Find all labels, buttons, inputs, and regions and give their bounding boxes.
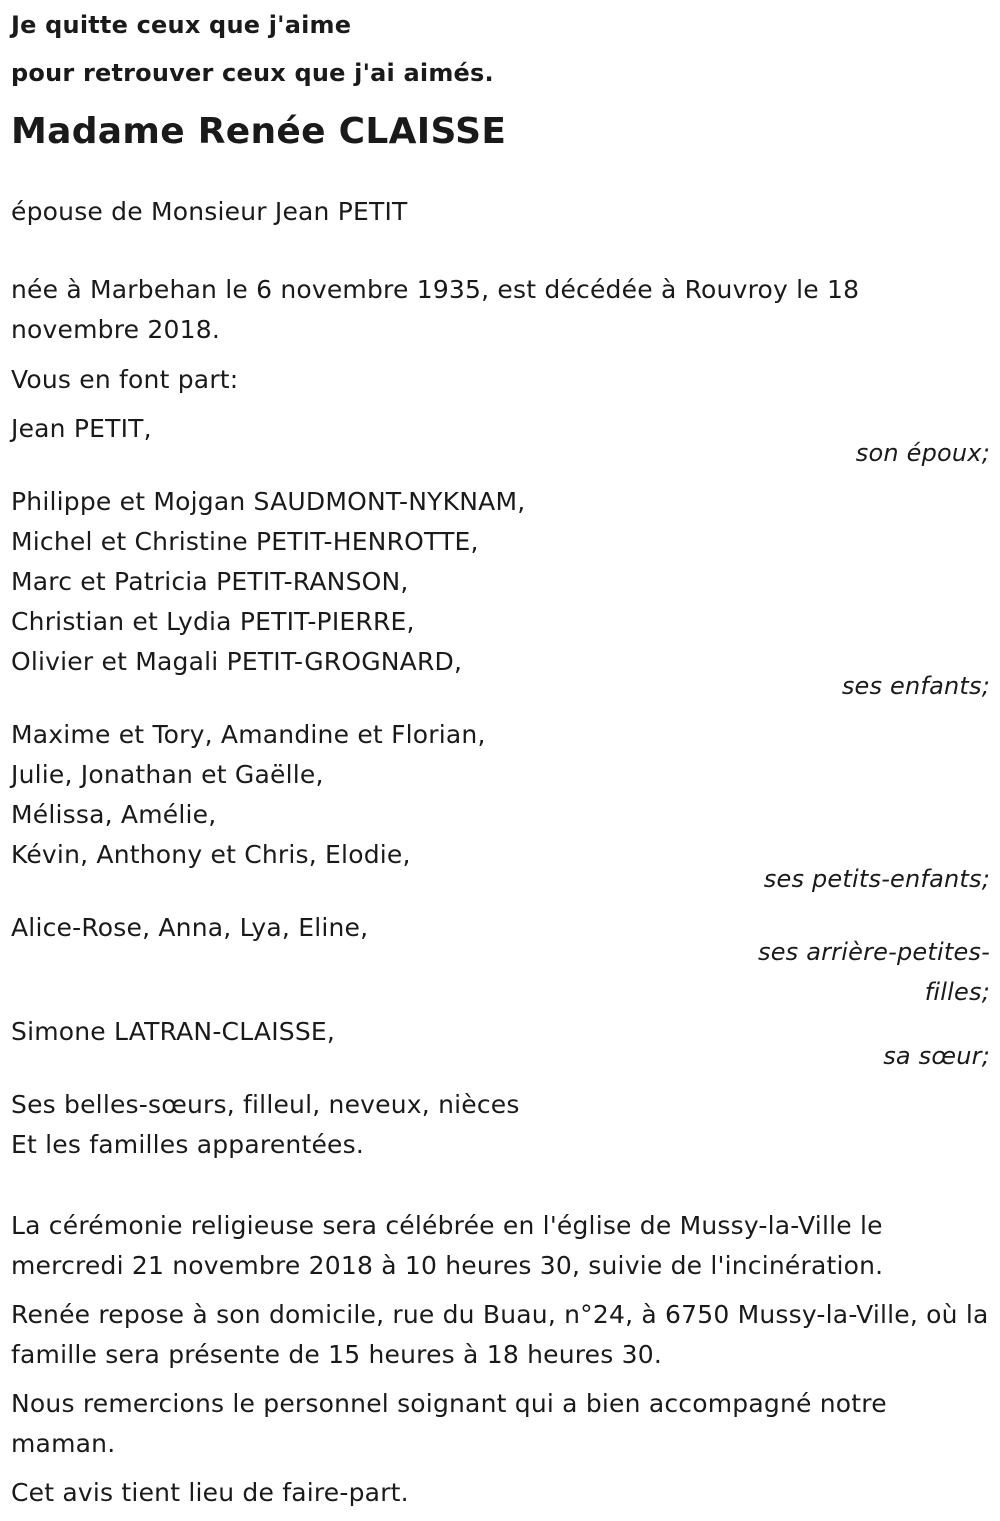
visitation-paragraph: Renée repose à son domicile, rue du Buau, n°24, à 6750 Mussy-la-Ville, où la famille sera présente de 15 heures à 18 heures 30. [11,1300,989,1369]
family-relation: ses enfants; [841,672,990,700]
family-name-line: Et les familles apparentées. [11,1130,364,1159]
family-group-grandchildren [11,715,990,899]
family-name-line: Jean PETIT, [11,414,152,443]
notice-paragraph: Cet avis tient lieu de faire-part. [11,1478,409,1507]
family-name-line: Michel et Christine PETIT-HENROTTE, [11,527,479,556]
family-group-children [11,482,990,706]
quote-line-1: Je quitte ceux que j'aime [11,11,352,39]
family-name-line: Olivier et Magali PETIT-GROGNARD, [11,647,463,676]
family-relation: sa sœur; [883,1042,990,1070]
family-relation: son époux; [855,439,990,467]
birth-death-line: née à Marbehan le 6 novembre 1935, est décédée à Rouvroy le 18 novembre 2018. [11,275,860,344]
family-name-line: Julie, Jonathan et Gaëlle, [11,760,324,789]
announcement-intro: Vous en font part: [11,365,239,394]
quote-line-2: pour retrouver ceux que j'ai aimés. [11,59,494,87]
family-name-line: Mélissa, Amélie, [11,800,217,829]
family-relation: ses arrière-petites- [758,938,990,966]
family-name-line: Ses belles-sœurs, filleul, neveux, nièces [11,1090,520,1119]
family-group-sister [11,1012,990,1076]
family-group-extended [11,1085,990,1165]
family-name-line: Christian et Lydia PETIT-PIERRE, [11,607,415,636]
ceremony-paragraph: La cérémonie religieuse sera célébrée en l'église de Mussy-la-Ville le mercredi 21 novembre 2018 à 10 heures 30, suivie de l'incinération. [11,1211,884,1280]
deceased-name: Madame Renée CLAISSE [11,111,507,152]
family-name-line: Alice-Rose, Anna, Lya, Eline, [11,913,369,942]
thanks-paragraph: Nous remercions le personnel soignant qui a bien accompagné notre maman. [11,1389,887,1458]
family-group-spouse [11,409,990,473]
family-relation: ses petits-enfants; [763,865,990,893]
family-name-line: Kévin, Anthony et Chris, Elodie, [11,840,411,869]
family-group-great-granddaughters [11,908,990,1012]
family-name-line: Philippe et Mojgan SAUDMONT-NYKNAM, [11,487,526,516]
family-relation-continued: filles; [924,978,990,1006]
family-name-line: Marc et Patricia PETIT-RANSON, [11,567,409,596]
family-name-line: Maxime et Tory, Amandine et Florian, [11,720,486,749]
spouse-line: épouse de Monsieur Jean PETIT [11,197,408,226]
family-name-line: Simone LATRAN-CLAISSE, [11,1017,336,1046]
